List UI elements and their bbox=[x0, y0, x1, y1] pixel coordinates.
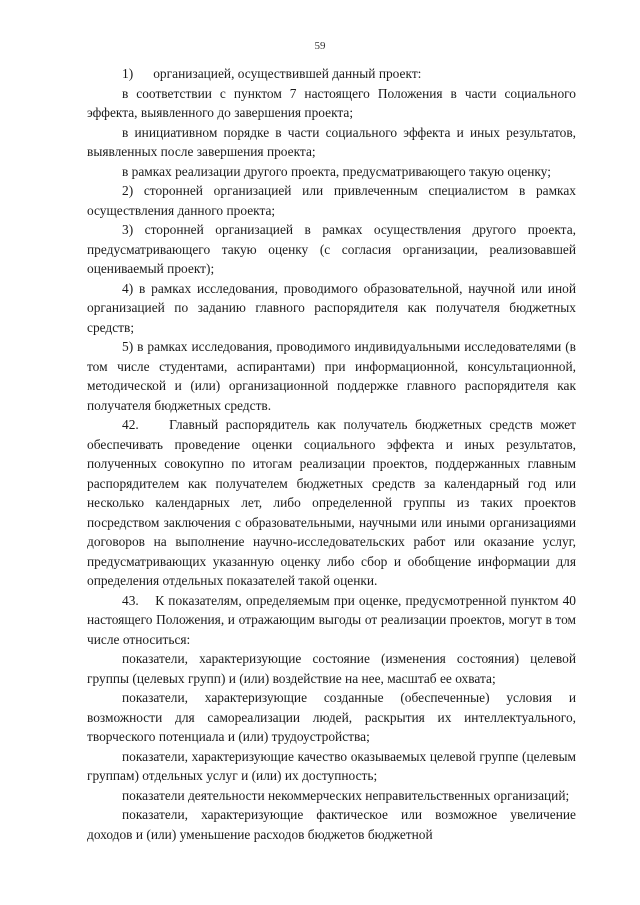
list-item-1-sub-c: в рамках реализации другого проекта, предусматривающего такую оценку; bbox=[122, 163, 551, 179]
list-item-1-sub-a: в соответствии с пунктом 7 настоящего Положения в части социального эффекта, выявленного до завершения проекта; bbox=[87, 85, 576, 120]
clause-42: 42. Главный распорядитель как получатель бюджетных средств может обеспечивать проведение оценки социального эффекта и иных результатов, полученных совокупно по итогам реализации проектов, поддержанных главным распорядителем как получателем бюджетных средств за календарный год или несколько календарных лет, либо определенной группы из таких проектов посредством заключения с образовательными, научными или иными организациями договоров на выполнение научно-исследовательских работ или оказание услуг, предусматривающих указанную оценку либо сбор и обобщение информации для определения отдельных показателей такой оценки. bbox=[87, 417, 576, 588]
list-item-1: 1) организацией, осуществившей данный проект: bbox=[122, 66, 422, 81]
indicator-item-2: показатели, характеризующие созданные (обеспеченные) условия и возможности для самореализации людей, раскрытия их интеллектуального, творческого потенциала и (или) трудоустройства; bbox=[87, 690, 576, 744]
indicator-item-5: показатели, характеризующие фактическое или возможное увеличение доходов и (или) уменьшение расходов бюджетов бюджетной bbox=[87, 807, 576, 842]
list-item-3: 3) сторонней организацией в рамках осуществления другого проекта, предусматривающего такую оценку (с согласия организации, реализовавшей оцениваемый проект); bbox=[87, 222, 576, 276]
indicator-item-3: показатели, характеризующие качество оказываемых целевой группе (целевым группам) отдельных услуг и (или) их доступность; bbox=[87, 748, 576, 783]
indicator-item-4: показатели деятельности некоммерческих неправительственных организаций; bbox=[122, 787, 570, 803]
list-item-1-sub-b: в инициативном порядке в части социального эффекта и иных результатов, выявленных после завершения проекта; bbox=[87, 124, 576, 159]
list-item-2: 2) сторонней организацией или привлеченным специалистом в рамках осуществления данного проекта; bbox=[87, 183, 576, 218]
clause-43: 43. К показателям, определяемым при оценке, предусмотренной пунктом 40 настоящего Положения, и отражающим выгоды от реализации проектов, могут в том числе относиться: bbox=[87, 592, 576, 647]
document-body bbox=[87, 64, 576, 844]
indicator-item-1: показатели, характеризующие состояние (изменения состояния) целевой группы (целевых групп) и (или) воздействие на нее, масштаб ее охвата; bbox=[87, 651, 576, 686]
list-item-5: 5) в рамках исследования, проводимого индивидуальными исследователями (в том числе студентами, аспирантами) при информационной, консультационной, методической и (или) организационной поддержке главного распорядителя как получателя бюджетных средств. bbox=[87, 339, 576, 413]
list-item-4: 4) в рамках исследования, проводимого образовательной, научной или иной организацией по заданию главного распорядителя как получателя бюджетных средств; bbox=[87, 280, 576, 335]
page-number: 59 bbox=[314, 40, 326, 52]
